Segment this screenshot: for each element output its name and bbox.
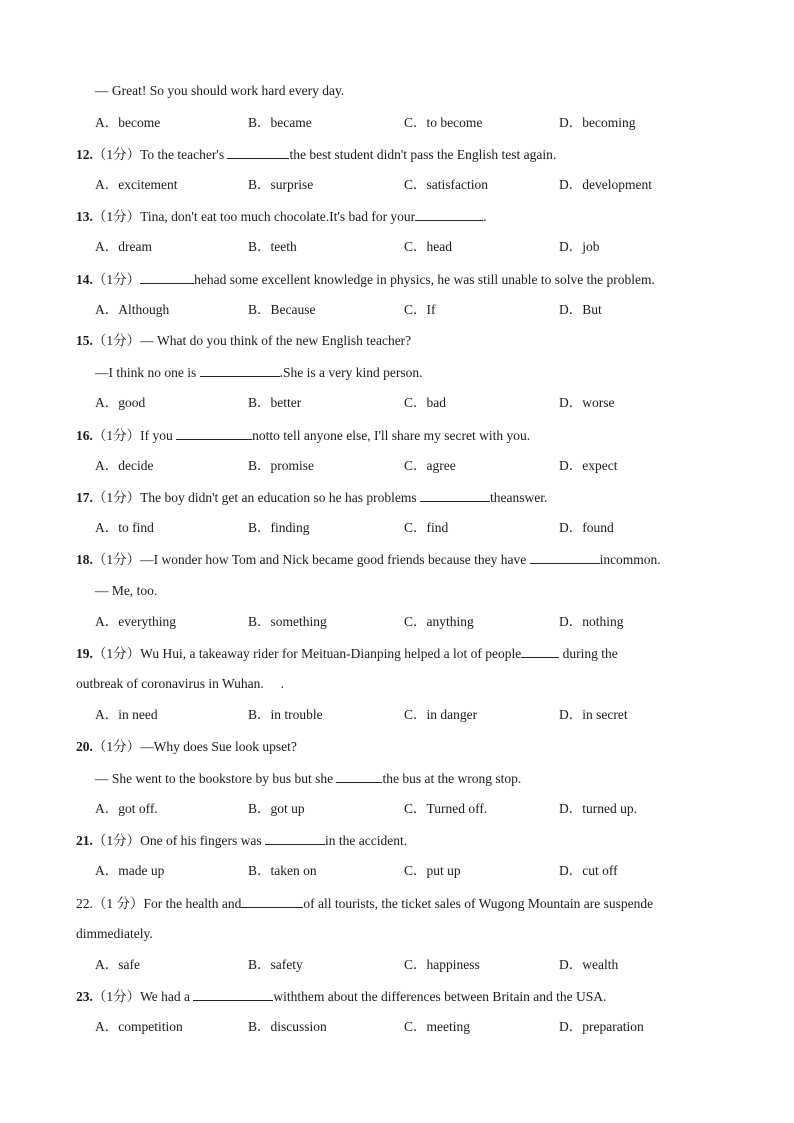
q17-option-c[interactable]: C．find — [404, 520, 449, 535]
q20-option-a[interactable]: A．got off. — [95, 801, 158, 816]
q23-blank[interactable] — [193, 987, 273, 1001]
q23-option-c[interactable]: C．meeting — [404, 1019, 470, 1034]
q19-stem: 19.（1分）Wu Hui, a takeaway rider for Meituan-Dianping helped a lot of people during the — [76, 646, 618, 661]
q14-option-a[interactable]: A．Although — [95, 302, 170, 317]
q17-option-a[interactable]: A．to find — [95, 520, 154, 535]
q13-option-b[interactable]: B．teeth — [248, 239, 297, 254]
q18-option-d[interactable]: D．nothing — [559, 614, 624, 629]
q16-option-a[interactable]: A．decide — [95, 458, 154, 473]
q21-option-b[interactable]: B．taken on — [248, 863, 317, 878]
q15-number: 15. — [76, 333, 93, 348]
q19-option-c[interactable]: C．in danger — [404, 707, 478, 722]
q11-option-a[interactable]: A．become — [95, 115, 161, 130]
q13-option-c[interactable]: C．head — [404, 239, 452, 254]
q18-option-c[interactable]: C．anything — [404, 614, 474, 629]
q11-reply — [95, 82, 724, 100]
q16-number: 16. — [76, 428, 93, 443]
q16-options — [95, 457, 724, 475]
q15-score: （1分） — [92, 333, 141, 348]
q15-stem: 15.（1分）— What do you think of the new English teacher? — [76, 333, 412, 348]
q11-option-d[interactable]: D．becoming — [559, 115, 636, 130]
q23-number: 23. — [76, 989, 93, 1004]
q13-option-d[interactable]: D．job — [559, 239, 600, 254]
q19-number: 19. — [76, 646, 93, 661]
q21-option-c[interactable]: C．put up — [404, 863, 461, 878]
q15-option-a[interactable]: A．good — [95, 395, 146, 410]
q21-score: （1分） — [92, 833, 141, 848]
q14-number: 14. — [76, 272, 93, 287]
q16-option-b[interactable]: B．promise — [248, 458, 314, 473]
q19-option-a[interactable]: A．in need — [95, 707, 158, 722]
q21-options — [95, 862, 724, 880]
q20-option-d[interactable]: D．turned up. — [559, 801, 637, 816]
q12-score: （1分） — [92, 147, 141, 162]
q14-blank[interactable] — [140, 270, 194, 284]
q17-option-d[interactable]: D．found — [559, 520, 614, 535]
q22-score: （1 分） — [92, 896, 144, 911]
q18-reply: — Me, too. — [95, 583, 158, 598]
q14-option-c[interactable]: C．If — [404, 302, 436, 317]
q18-blank[interactable] — [530, 550, 600, 564]
q17-stem: 17.（1分）The boy didn't get an education so he has problems theanswer. — [76, 490, 548, 505]
q21-option-d[interactable]: D．cut off — [559, 863, 618, 878]
q14-option-d[interactable]: D．But — [559, 302, 602, 317]
q19-options — [95, 706, 724, 724]
q22-blank[interactable] — [241, 894, 303, 908]
q22-stem-cont: dimmediately. — [76, 926, 153, 941]
q12-number: 12. — [76, 147, 93, 162]
q20-stem: 20.（1分）—Why does Sue look upset? — [76, 739, 297, 754]
q23-options — [95, 1018, 724, 1036]
q17-options — [95, 519, 724, 537]
q22-option-c[interactable]: C．happiness — [404, 957, 480, 972]
q12-option-a[interactable]: A．excitement — [95, 177, 178, 192]
q23-option-d[interactable]: D．preparation — [559, 1019, 644, 1034]
q16-option-d[interactable]: D．expect — [559, 458, 618, 473]
q15-option-d[interactable]: D．worse — [559, 395, 615, 410]
q12-option-c[interactable]: C．satisfaction — [404, 177, 488, 192]
q20-option-b[interactable]: B．got up — [248, 801, 305, 816]
q17-blank[interactable] — [420, 488, 490, 502]
q14-score: （1分） — [92, 272, 141, 287]
q18-option-b[interactable]: B．something — [248, 614, 327, 629]
q22-option-b[interactable]: B．safety — [248, 957, 303, 972]
q22-option-d[interactable]: D．wealth — [559, 957, 619, 972]
q14-option-b[interactable]: B．Because — [248, 302, 316, 317]
q23-score: （1分） — [92, 989, 141, 1004]
q16-score: （1分） — [92, 428, 141, 443]
q16-stem: 16.（1分）If you notto tell anyone else, I'll share my secret with you. — [76, 428, 531, 443]
q19-option-b[interactable]: B．in trouble — [248, 707, 323, 722]
q11-option-b[interactable]: B．became — [248, 115, 312, 130]
q18-option-a[interactable]: A．everything — [95, 614, 176, 629]
q20-number: 20. — [76, 739, 93, 754]
q19-option-d[interactable]: D．in secret — [559, 707, 628, 722]
q15-option-b[interactable]: B．better — [248, 395, 302, 410]
q16-blank[interactable] — [176, 426, 252, 440]
q20-score: （1分） — [92, 739, 141, 754]
q15-reply: —I think no one is .She is a very kind person. — [95, 365, 423, 380]
q11-reply-text: — Great! So you should work hard every day. — [95, 83, 345, 98]
q17-number: 17. — [76, 490, 93, 505]
q23-option-a[interactable]: A．competition — [95, 1019, 183, 1034]
q13-blank[interactable] — [415, 207, 483, 221]
q19-score: （1分） — [92, 646, 141, 661]
q18-stem: 18.（1分）—I wonder how Tom and Nick became good friends because they have incommon. — [76, 552, 661, 567]
q11-options — [95, 114, 724, 132]
q13-options — [95, 238, 724, 256]
q14-stem: 14.（1分） hehad some excellent knowledge in physics, he was still unable to solve the problem. — [76, 272, 655, 287]
q20-options — [95, 800, 724, 818]
q11-option-c[interactable]: C．to become — [404, 115, 483, 130]
q22-options — [95, 956, 724, 974]
q17-option-b[interactable]: B．finding — [248, 520, 310, 535]
q13-stem: 13.（1分）Tina, don't eat too much chocolate.It's bad for your . — [76, 209, 487, 224]
q22-number: 22. — [76, 896, 93, 911]
q17-score: （1分） — [92, 490, 141, 505]
q21-number: 21. — [76, 833, 93, 848]
q20-option-c[interactable]: C．Turned off. — [404, 801, 488, 816]
q12-option-b[interactable]: B．surprise — [248, 177, 314, 192]
q13-score: （1分） — [92, 209, 141, 224]
q23-option-b[interactable]: B．discussion — [248, 1019, 327, 1034]
q20-reply: — She went to the bookstore by bus but she the bus at the wrong stop. — [95, 771, 522, 786]
q23-stem: 23.（1分）We had a withthem about the differences between Britain and the USA. — [76, 989, 607, 1004]
q12-stem: 12.（1分）To the teacher's the best student didn't pass the English test again. — [76, 147, 557, 162]
q19-stem-cont: outbreak of coronavirus in Wuhan. . — [76, 676, 285, 691]
q12-blank[interactable] — [227, 145, 289, 159]
q15-blank[interactable] — [200, 363, 280, 377]
q18-number: 18. — [76, 552, 93, 567]
q15-options — [95, 394, 724, 412]
q14-options — [95, 301, 724, 319]
q22-stem: 22.（1 分）For the health and of all tourists, the ticket sales of Wugong Mountain are suspende — [76, 896, 654, 911]
q20-blank[interactable] — [336, 769, 382, 783]
q12-option-d[interactable]: D．development — [559, 177, 652, 192]
q18-options — [95, 613, 724, 631]
q12-options — [95, 176, 724, 194]
q21-stem: 21.（1分）One of his fingers was in the accident. — [76, 833, 408, 848]
q16-option-c[interactable]: C．agree — [404, 458, 456, 473]
q22-option-a[interactable]: A．safe — [95, 957, 140, 972]
q21-blank[interactable] — [265, 831, 325, 845]
q13-number: 13. — [76, 209, 93, 224]
q15-option-c[interactable]: C．bad — [404, 395, 446, 410]
q21-option-a[interactable]: A．made up — [95, 863, 165, 878]
q13-option-a[interactable]: A．dream — [95, 239, 152, 254]
q19-blank[interactable] — [521, 644, 559, 658]
q18-score: （1分） — [92, 552, 141, 567]
